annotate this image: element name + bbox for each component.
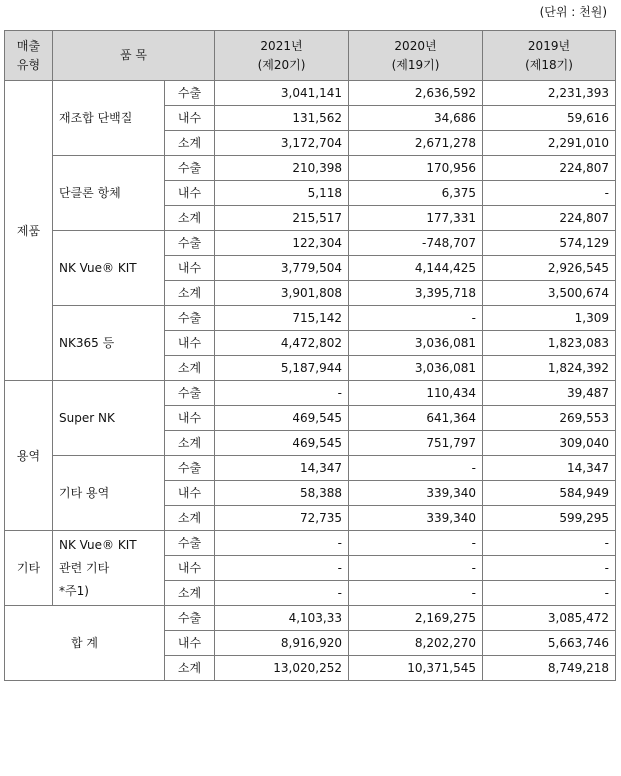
table-row [5,456,616,481]
sub-type-cell: 내수 [165,631,215,656]
amount-cell: 131,562 [215,106,349,131]
sub-type-cell: 소계 [165,206,215,231]
header-year-label: 2021년 [260,38,303,53]
total-amount-cell: 4,103,33 [215,606,349,631]
product-name-cell: NK Vue® KIT [53,231,165,306]
amount-cell: 34,686 [349,106,483,131]
product-name-cell: 단클론 항체 [53,156,165,231]
amount-cell: 751,797 [349,431,483,456]
header-sales-type-line2: 유형 [16,57,41,72]
amount-cell: 170,956 [349,156,483,181]
amount-cell: 2,636,592 [349,81,483,106]
sub-type-cell: 수출 [165,456,215,481]
header-sales-type [5,31,53,81]
amount-cell: 224,807 [483,206,616,231]
amount-cell: 2,231,393 [483,81,616,106]
header-period-label: (제20기) [257,57,306,72]
amount-cell: - [215,581,349,606]
total-label-cell: 합 계 [5,606,165,681]
amount-cell: 2,926,545 [483,256,616,281]
amount-cell: 269,553 [483,406,616,431]
amount-cell: - [349,581,483,606]
total-amount-cell: 3,085,472 [483,606,616,631]
sub-type-cell: 내수 [165,181,215,206]
table-row [5,156,616,181]
sales-type-cell: 기타 [5,531,53,606]
amount-cell: 110,434 [349,381,483,406]
amount-cell: 339,340 [349,506,483,531]
header-period-label: (제19기) [391,57,440,72]
amount-cell: - [483,581,616,606]
amount-cell: 339,340 [349,481,483,506]
product-name-line: *주1) [59,583,89,598]
total-amount-cell: 10,371,545 [349,656,483,681]
amount-cell: 122,304 [215,231,349,256]
sub-type-cell: 수출 [165,231,215,256]
amount-cell: - [349,456,483,481]
amount-cell: - [215,531,349,556]
amount-cell: 3,500,674 [483,281,616,306]
amount-cell: -748,707 [349,231,483,256]
sub-type-cell: 소계 [165,281,215,306]
revenue-table [4,30,616,681]
amount-cell: 5,187,944 [215,356,349,381]
amount-cell: 210,398 [215,156,349,181]
amount-cell: 224,807 [483,156,616,181]
amount-cell: - [349,531,483,556]
product-name-line: 관련 기타 [59,560,110,575]
sales-type-cell: 제품 [5,81,53,381]
header-sales-type-line1: 매출 [16,38,41,53]
sub-type-cell: 내수 [165,556,215,581]
amount-cell: 215,517 [215,206,349,231]
header-year-2020 [349,31,483,81]
sub-type-cell: 수출 [165,81,215,106]
amount-cell: 3,779,504 [215,256,349,281]
table-row [5,81,616,106]
sub-type-cell: 내수 [165,256,215,281]
amount-cell: 177,331 [349,206,483,231]
amount-cell: 469,545 [215,406,349,431]
amount-cell: - [349,556,483,581]
header-item: 품 목 [53,31,215,81]
unit-note: (단위 : 천원) [539,5,607,19]
amount-cell: 3,041,141 [215,81,349,106]
amount-cell: 469,545 [215,431,349,456]
sub-type-cell: 수출 [165,306,215,331]
amount-cell: 1,823,083 [483,331,616,356]
amount-cell: 641,364 [349,406,483,431]
sub-type-cell: 내수 [165,481,215,506]
amount-cell: 599,295 [483,506,616,531]
total-amount-cell: 13,020,252 [215,656,349,681]
product-name-cell: 기타 용역 [53,456,165,531]
amount-cell: - [483,531,616,556]
amount-cell: 58,388 [215,481,349,506]
amount-cell: 2,671,278 [349,131,483,156]
header-row [5,31,616,81]
table-row [5,531,616,556]
amount-cell: 4,472,802 [215,331,349,356]
amount-cell: 72,735 [215,506,349,531]
amount-cell: 574,129 [483,231,616,256]
sub-type-cell: 수출 [165,156,215,181]
sub-type-cell: 수출 [165,531,215,556]
product-name-cell: Super NK [53,381,165,456]
total-amount-cell: 8,202,270 [349,631,483,656]
product-name-cell: 재조합 단백질 [53,81,165,156]
amount-cell: 2,291,010 [483,131,616,156]
amount-cell: - [483,181,616,206]
sub-type-cell: 수출 [165,606,215,631]
sub-type-cell: 소계 [165,131,215,156]
amount-cell: 3,036,081 [349,356,483,381]
header-year-label: 2020년 [394,38,437,53]
table-row [5,306,616,331]
total-amount-cell: 8,916,920 [215,631,349,656]
product-name-lines [59,534,164,603]
amount-cell: - [349,306,483,331]
product-name-line: NK Vue® KIT [59,537,137,552]
sub-type-cell: 수출 [165,381,215,406]
amount-cell: 1,309 [483,306,616,331]
table-row [5,381,616,406]
amount-cell: 14,347 [483,456,616,481]
amount-cell: - [215,556,349,581]
sub-type-cell: 소계 [165,356,215,381]
header-period-label: (제18기) [525,57,573,72]
header-year-2021 [215,31,349,81]
total-amount-cell: 5,663,746 [483,631,616,656]
amount-cell: 3,172,704 [215,131,349,156]
amount-cell: 1,824,392 [483,356,616,381]
amount-cell: 3,395,718 [349,281,483,306]
amount-cell: - [215,381,349,406]
amount-cell: 584,949 [483,481,616,506]
amount-cell: 39,487 [483,381,616,406]
amount-cell: 715,142 [215,306,349,331]
amount-cell: - [483,556,616,581]
product-name-cell [53,531,165,606]
header-year-label: 2019년 [527,38,571,53]
amount-cell: 6,375 [349,181,483,206]
sub-type-cell: 소계 [165,656,215,681]
amount-cell: 4,144,425 [349,256,483,281]
total-amount-cell: 8,749,218 [483,656,616,681]
header-year-2019 [483,31,616,81]
product-name-cell: NK365 등 [53,306,165,381]
table-row [5,231,616,256]
sub-type-cell: 내수 [165,406,215,431]
total-row [5,606,616,631]
amount-cell: 3,036,081 [349,331,483,356]
sub-type-cell: 소계 [165,506,215,531]
sub-type-cell: 소계 [165,581,215,606]
sub-type-cell: 소계 [165,431,215,456]
sub-type-cell: 내수 [165,106,215,131]
total-amount-cell: 2,169,275 [349,606,483,631]
amount-cell: 309,040 [483,431,616,456]
amount-cell: 14,347 [215,456,349,481]
sales-type-cell: 용역 [5,381,53,531]
sub-type-cell: 내수 [165,331,215,356]
amount-cell: 3,901,808 [215,281,349,306]
amount-cell: 59,616 [483,106,616,131]
amount-cell: 5,118 [215,181,349,206]
